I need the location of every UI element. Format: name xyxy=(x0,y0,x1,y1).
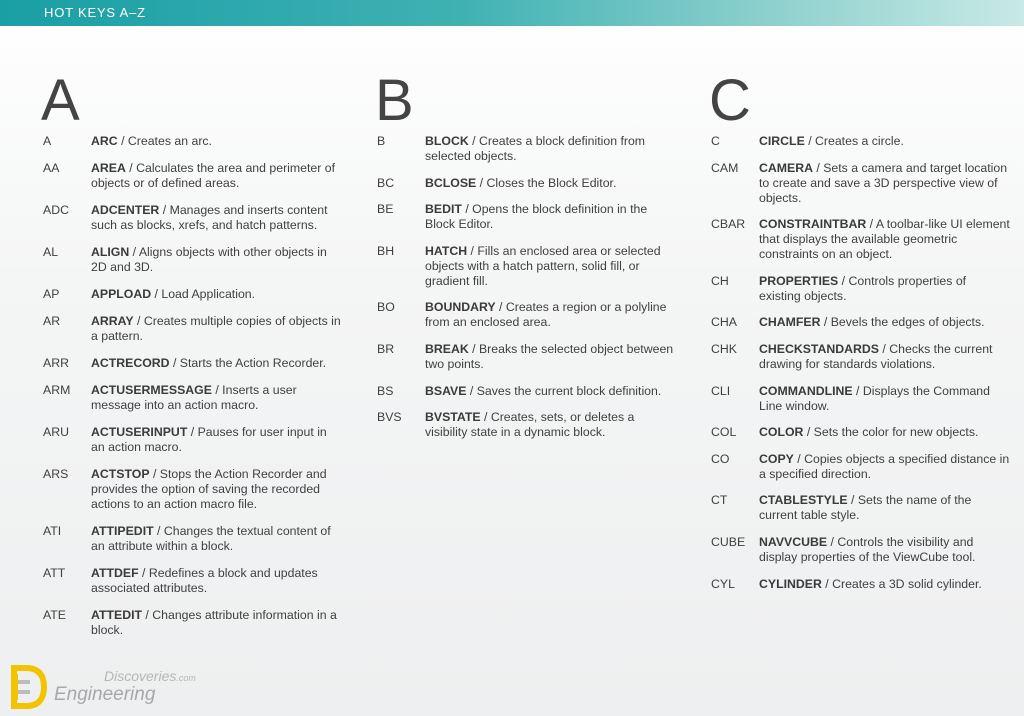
hotkey-shortcut: C xyxy=(711,134,720,148)
hotkey-shortcut: CLI xyxy=(711,383,731,398)
hotkey-description xyxy=(759,452,1011,482)
hotkey-description xyxy=(425,342,677,372)
logo-top-text: Discoveries.com xyxy=(104,668,196,684)
hotkey-shortcut: AR xyxy=(43,314,61,328)
hotkey-command-text: / Creates a region or a polyline from an enclosed area. xyxy=(425,300,667,330)
hotkey-command: ATTDEF xyxy=(91,566,139,580)
hotkey-entry xyxy=(43,524,343,554)
hotkey-shortcut: A xyxy=(43,134,52,148)
hotkey-shortcut: ARM xyxy=(43,383,71,397)
hotkey-entry xyxy=(377,134,677,164)
hotkey-shortcut: CYL xyxy=(711,576,735,591)
hotkey-shortcut: ATE xyxy=(43,608,67,622)
section-letter-a: A xyxy=(41,68,80,133)
hotkey-command: CHECKSTANDARDS xyxy=(759,341,880,356)
hotkey-shortcut: CBAR xyxy=(711,217,746,232)
hotkey-command: ATTIPEDIT xyxy=(91,524,154,538)
hotkey-command-text: / Creates an arc. xyxy=(117,134,212,148)
hotkey-description xyxy=(91,314,343,344)
entries-c xyxy=(711,134,1011,592)
hotkey-entry xyxy=(43,383,343,413)
hotkey-command-text: / Redefines a block and updates associated attributes. xyxy=(91,566,318,595)
hotkey-command: ACTRECORD xyxy=(91,356,170,370)
hotkey-shortcut: AL xyxy=(43,245,59,259)
hotkey-description xyxy=(91,245,343,275)
hotkey-command-text: / Aligns objects with other objects in 2D and 3D. xyxy=(91,245,327,274)
hotkey-shortcut: CAM xyxy=(711,160,739,175)
hotkey-shortcut: BVS xyxy=(377,410,402,425)
hotkey-command-text: / Inserts a user message into an action macro. xyxy=(91,383,297,412)
hotkey-shortcut: CHK xyxy=(711,341,737,356)
hotkey-command-text: / Creates multiple copies of objects in a pattern. xyxy=(91,314,341,343)
hotkey-command: BEDIT xyxy=(425,202,462,217)
hotkey-command-text: / Changes the textual content of an attribute within a block. xyxy=(91,524,331,553)
hotkey-description xyxy=(91,287,343,302)
hotkey-entry xyxy=(377,176,677,191)
hotkey-command: CAMERA xyxy=(759,160,813,175)
section-letter-b: B xyxy=(375,68,414,133)
hotkey-description xyxy=(91,425,343,455)
entries-b xyxy=(377,134,677,440)
hotkey-entry xyxy=(43,161,343,191)
hotkey-description xyxy=(759,535,1011,565)
hotkey-command-text: / Changes attribute information in a block. xyxy=(91,608,337,637)
hotkey-description xyxy=(91,356,343,371)
hotkey-command: COMMANDLINE xyxy=(759,383,853,398)
hotkey-command: BSAVE xyxy=(425,383,467,398)
hotkey-command-text: / A toolbar-like UI element that displays the available geometric constraints on an object. xyxy=(759,217,1010,262)
hotkey-command: CONSTRAINTBAR xyxy=(759,217,867,232)
column-c xyxy=(711,70,1011,603)
engineering-discoveries-logo xyxy=(8,664,223,710)
hotkey-entry xyxy=(43,425,343,455)
hotkey-command-text: / Breaks the selected object between two points. xyxy=(425,341,674,371)
hotkey-entry xyxy=(711,315,1011,330)
hotkey-description xyxy=(91,608,343,638)
hotkey-entry xyxy=(377,384,677,399)
hotkey-description xyxy=(759,161,1011,206)
hotkey-shortcut: BR xyxy=(377,341,395,356)
hotkey-command: BREAK xyxy=(425,341,469,356)
hotkey-description xyxy=(91,134,343,149)
hotkey-description xyxy=(425,384,677,399)
hotkey-description xyxy=(425,134,677,164)
hotkey-command: APPLOAD xyxy=(91,287,152,301)
hotkey-entry xyxy=(377,202,677,232)
hotkey-entry xyxy=(711,425,1011,440)
hotkey-description xyxy=(91,566,343,596)
hotkey-command-text: / Copies objects a specified distance in a specified direction. xyxy=(759,451,1010,481)
hotkey-command-text: / Manages and inserts content such as blocks, xrefs, and hatch patterns. xyxy=(91,203,328,232)
hotkey-command: ATTEDIT xyxy=(91,608,143,622)
hotkey-description xyxy=(91,524,343,554)
hotkey-command-text: / Closes the Block Editor. xyxy=(476,175,617,190)
hotkey-description xyxy=(759,217,1011,262)
hotkey-shortcut: CO xyxy=(711,451,730,466)
hotkey-entry xyxy=(43,566,343,596)
hotkey-command-text: / Load Application. xyxy=(151,287,256,301)
hotkey-command-text: / Calculates the area and perimeter of objects or of defined areas. xyxy=(91,161,336,190)
hotkey-entry xyxy=(711,535,1011,565)
hotkey-shortcut: BS xyxy=(377,383,394,398)
hotkey-shortcut: BC xyxy=(377,175,395,190)
hotkey-command: CTABLESTYLE xyxy=(759,493,848,508)
hotkey-command: COPY xyxy=(759,451,794,466)
hotkey-command-text: / Creates, sets, or deletes a visibility state in a dynamic block. xyxy=(425,410,635,440)
hotkey-shortcut: CT xyxy=(711,493,728,508)
hotkey-command: ACTUSERINPUT xyxy=(91,425,188,439)
hotkey-command: ALIGN xyxy=(91,245,130,259)
hotkey-description xyxy=(759,342,1011,372)
hotkey-command-text: / Controls properties of existing objects. xyxy=(759,273,967,303)
hotkey-entry xyxy=(43,134,343,149)
hotkey-command: CHAMFER xyxy=(759,315,821,330)
hotkey-entry xyxy=(711,452,1011,482)
hotkey-shortcut: AA xyxy=(43,161,60,175)
hotkey-description xyxy=(759,274,1011,304)
hotkey-command-text: / Checks the current drawing for standards violations. xyxy=(759,341,993,371)
hotkey-command-text: / Starts the Action Recorder. xyxy=(169,356,327,370)
hotkey-description xyxy=(759,493,1011,523)
hotkey-shortcut: CH xyxy=(711,273,729,288)
hotkey-description xyxy=(91,203,343,233)
hotkey-description xyxy=(759,134,1011,149)
hotkey-description xyxy=(759,315,1011,330)
hotkey-entry xyxy=(43,287,343,302)
hotkey-command-text: / Pauses for user input in an action macro. xyxy=(91,425,327,454)
hotkey-command: BOUNDARY xyxy=(425,300,496,315)
hotkey-command: PROPERTIES xyxy=(759,273,839,288)
hotkey-command-text: / Saves the current block definition. xyxy=(466,383,662,398)
hotkey-entry xyxy=(377,342,677,372)
hotkey-description xyxy=(91,383,343,413)
hotkey-command: COLOR xyxy=(759,425,804,440)
hotkey-entry xyxy=(377,244,677,289)
hotkey-shortcut: BE xyxy=(377,202,394,217)
hotkey-command: ARC xyxy=(91,134,118,148)
hotkey-entry xyxy=(711,217,1011,262)
hotkey-command-text: / Sets a camera and target location to create and save a 3D perspective view of objects. xyxy=(759,160,1008,205)
hotkey-entry xyxy=(43,314,343,344)
hotkey-entry xyxy=(377,410,677,440)
hotkey-description xyxy=(425,176,677,191)
hotkey-command: BCLOSE xyxy=(425,175,477,190)
hotkey-command-text: / Bevels the edges of objects. xyxy=(820,315,985,330)
hotkey-description xyxy=(759,425,1011,440)
hotkey-command: ARRAY xyxy=(91,314,134,328)
hotkey-entry xyxy=(711,342,1011,372)
hotkey-command: BVSTATE xyxy=(425,410,481,425)
hotkey-command: AREA xyxy=(91,161,126,175)
hotkey-command-text: / Creates a circle. xyxy=(804,134,904,148)
hotkey-shortcut: CUBE xyxy=(711,534,746,549)
hotkey-description xyxy=(425,244,677,289)
logo-bottom-text: Engineering xyxy=(54,684,156,705)
hotkey-description xyxy=(91,467,343,512)
hotkey-command-text: / Creates a block definition from selected objects. xyxy=(425,134,646,163)
hotkey-shortcut: BH xyxy=(377,243,395,258)
hotkey-entry xyxy=(711,274,1011,304)
hotkey-shortcut: ARR xyxy=(43,356,69,370)
hotkey-description xyxy=(425,202,677,232)
hotkey-description xyxy=(759,577,1011,592)
hotkey-command-text: / Fills an enclosed area or selected objects with a hatch pattern, solid fill, or gradient fill. xyxy=(425,243,661,288)
hotkey-entry xyxy=(43,608,343,638)
hotkey-shortcut: ATI xyxy=(43,524,62,538)
hotkey-shortcut: ARS xyxy=(43,467,69,481)
hotkey-entry xyxy=(711,134,1011,149)
hotkey-description xyxy=(91,161,343,191)
hotkey-command-text: / Creates a 3D solid cylinder. xyxy=(821,576,982,591)
hotkey-description xyxy=(759,384,1011,414)
hotkey-entry xyxy=(377,300,677,330)
hotkey-shortcut: COL xyxy=(711,425,737,440)
hotkey-command: ACTUSERMESSAGE xyxy=(91,383,212,397)
hotkey-entry xyxy=(43,203,343,233)
hotkey-command: CYLINDER xyxy=(759,576,822,591)
hotkey-shortcut: B xyxy=(377,134,386,148)
hotkey-description xyxy=(425,300,677,330)
hotkey-shortcut: BO xyxy=(377,300,395,315)
hotkey-shortcut: ADC xyxy=(43,203,69,217)
hotkey-shortcut: AP xyxy=(43,287,60,301)
hotkey-command-text: / Displays the Command Line window. xyxy=(759,383,990,413)
page-title: HOT KEYS A–Z xyxy=(44,5,146,20)
entries-a xyxy=(43,134,343,638)
header-band xyxy=(0,0,1024,26)
hotkey-entry xyxy=(43,467,343,512)
hotkey-entry xyxy=(711,577,1011,592)
section-letter-c: C xyxy=(709,68,751,133)
hotkey-command-text: / Sets the name of the current table style. xyxy=(759,493,972,523)
hotkey-command: NAVVCUBE xyxy=(759,534,828,549)
column-a xyxy=(43,70,343,650)
hotkey-entry xyxy=(711,384,1011,414)
hotkey-command: ADCENTER xyxy=(91,203,160,217)
hotkey-command-text: / Opens the block definition in the Block Editor. xyxy=(425,202,648,232)
hotkey-entry xyxy=(711,493,1011,523)
hotkey-command-text: / Stops the Action Recorder and provides the option of saving the recorded actions to an action macro file. xyxy=(91,467,327,511)
hotkey-shortcut: CHA xyxy=(711,315,737,330)
hotkey-description xyxy=(425,410,677,440)
hotkey-entry xyxy=(43,356,343,371)
hotkey-command-text: / Controls the visibility and display properties of the ViewCube tool. xyxy=(759,534,976,564)
hotkey-shortcut: ARU xyxy=(43,425,69,439)
logo-mark-icon xyxy=(8,664,50,710)
hotkey-entry xyxy=(711,161,1011,206)
column-b xyxy=(377,70,677,452)
hotkey-shortcut: ATT xyxy=(43,566,66,580)
hotkey-entry xyxy=(43,245,343,275)
hotkey-command-text: / Sets the color for new objects. xyxy=(803,425,979,440)
hotkey-command: ACTSTOP xyxy=(91,467,150,481)
hotkey-command: BLOCK xyxy=(425,134,469,148)
hotkey-command: HATCH xyxy=(425,243,468,258)
hotkey-command: CIRCLE xyxy=(759,134,805,148)
